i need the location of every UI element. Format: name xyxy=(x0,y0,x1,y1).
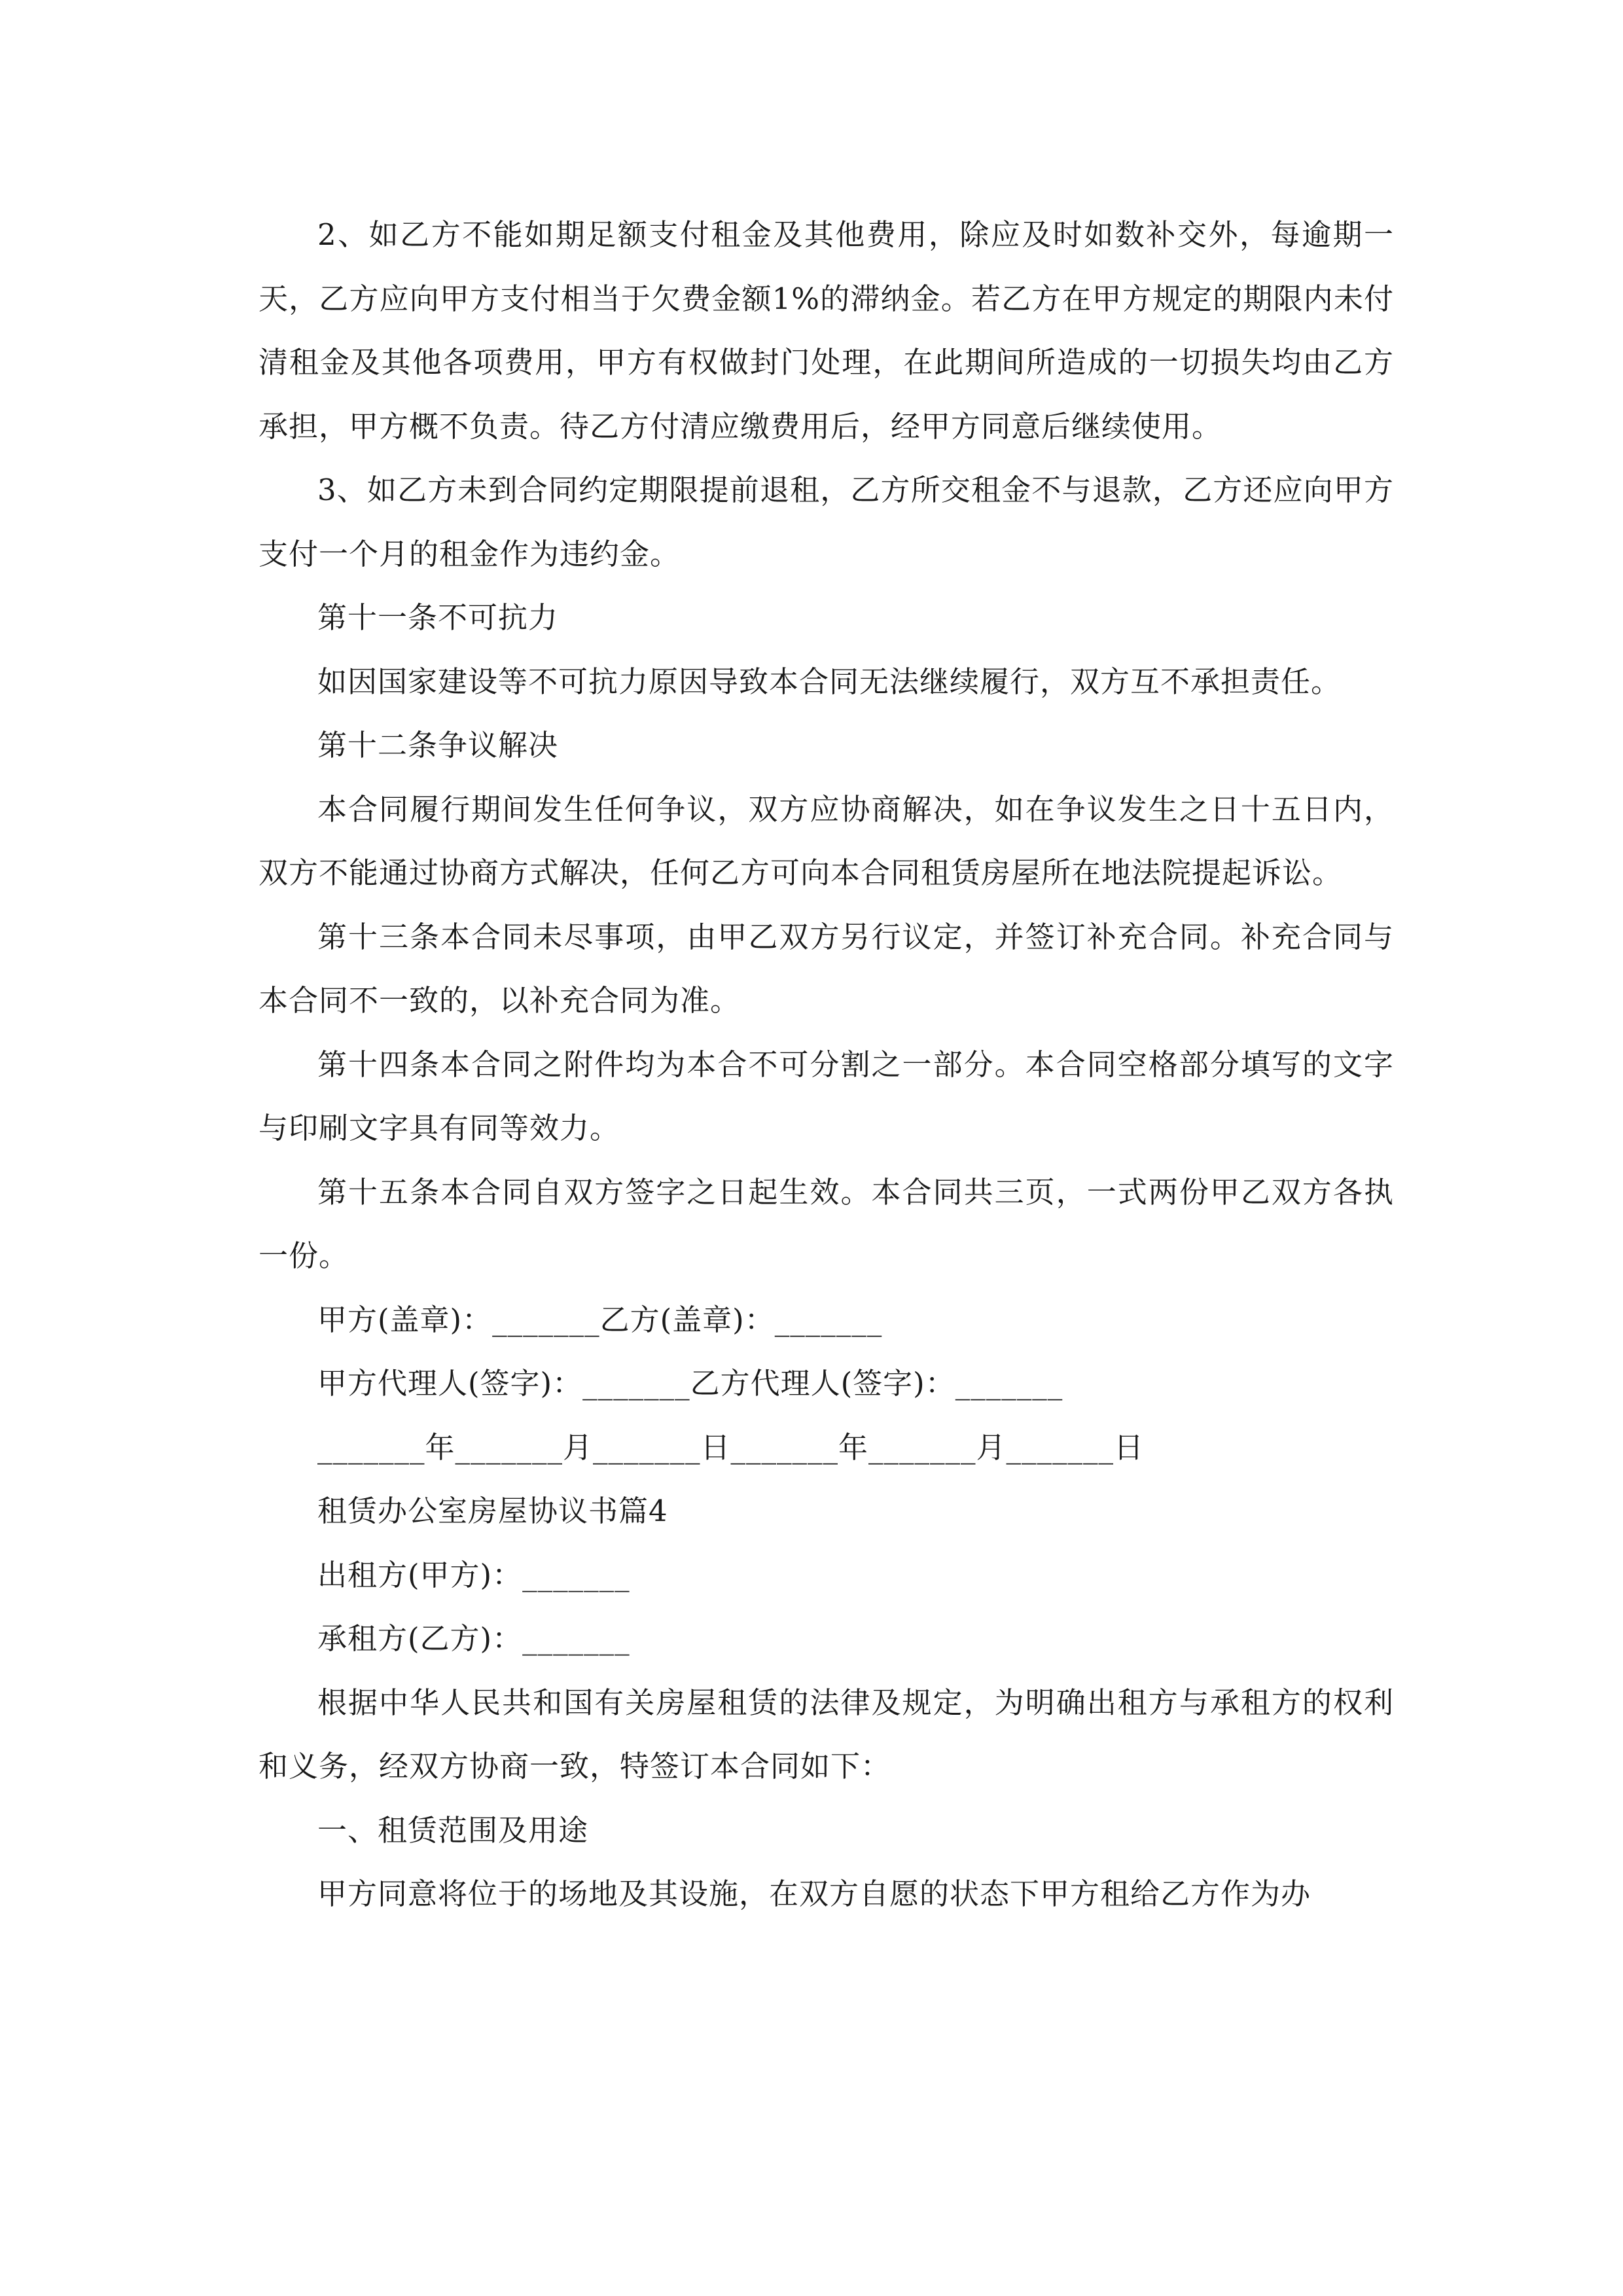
clause-paragraph-force-majeure: 如因国家建设等不可抗力原因导致本合同无法继续履行，双方互不承担责任。 xyxy=(317,664,1342,699)
clause-paragraph-late-payment: 2、如乙方不能如期足额支付租金及其他费用，除应及时如数补交外，每逾期一天，乙方应向甲方支付相当于欠费金额1%的滞纳金。若乙方在甲方规定的期限内未付清租金及其他各项费用，甲方有权做封门处理，在此期间所造成的一切损失均由乙方承担，甲方概不负责。待乙方付清应缴费用后，经甲方同意后继续使用。 xyxy=(259,217,1394,444)
article-paragraph-15: 第十五条本合同自双方签字之日起生效。本合同共三页，一式两份甲乙双方各执一份。 xyxy=(259,1174,1394,1273)
signature-line-agent: 甲方代理人(签字)：_______乙方代理人(签字)：_______ xyxy=(317,1366,1063,1401)
document-body xyxy=(259,203,1394,1926)
article-heading-dispute-resolution: 第十二条争议解决 xyxy=(317,728,559,762)
clause-paragraph-dispute-resolution: 本合同履行期间发生任何争议，双方应协商解决，如在争议发生之日十五日内，双方不能通过协商方式解决，任何乙方可向本合同租赁房屋所在地法院提起诉讼。 xyxy=(259,791,1394,890)
article-paragraph-13: 第十三条本合同未尽事项，由甲乙双方另行议定，并签订补充合同。补充合同与本合同不一致的，以补充合同为准。 xyxy=(259,919,1394,1018)
party-line-lessor: 出租方(甲方)：_______ xyxy=(317,1557,630,1592)
section-title-agreement-4: 租赁办公室房屋协议书篇4 xyxy=(317,1494,668,1528)
clause-paragraph-scope: 甲方同意将位于的场地及其设施，在双方自愿的状态下甲方租给乙方作为办 xyxy=(317,1876,1311,1911)
signature-line-date: _______年_______月_______日_______年_______月_______日 xyxy=(317,1429,1145,1465)
article-paragraph-14: 第十四条本合同之附件均为本合不可分割之一部分。本合同空格部分填写的文字与印刷文字具有同等效力。 xyxy=(259,1047,1394,1145)
section-heading-scope-and-use: 一、租赁范围及用途 xyxy=(317,1812,589,1848)
article-heading-force-majeure: 第十一条不可抗力 xyxy=(317,600,559,635)
signature-line-seal: 甲方(盖章)：_______乙方(盖章)：_______ xyxy=(317,1302,883,1337)
clause-paragraph-early-termination: 3、如乙方未到合同约定期限提前退租，乙方所交租金不与退款，乙方还应向甲方支付一个月的租金作为违约金。 xyxy=(259,473,1394,571)
preamble-paragraph: 根据中华人民共和国有关房屋租赁的法律及规定，为明确出租方与承租方的权利和义务，经双方协商一致，特签订本合同如下： xyxy=(259,1685,1394,1784)
party-line-lessee: 承租方(乙方)：_______ xyxy=(317,1621,630,1656)
